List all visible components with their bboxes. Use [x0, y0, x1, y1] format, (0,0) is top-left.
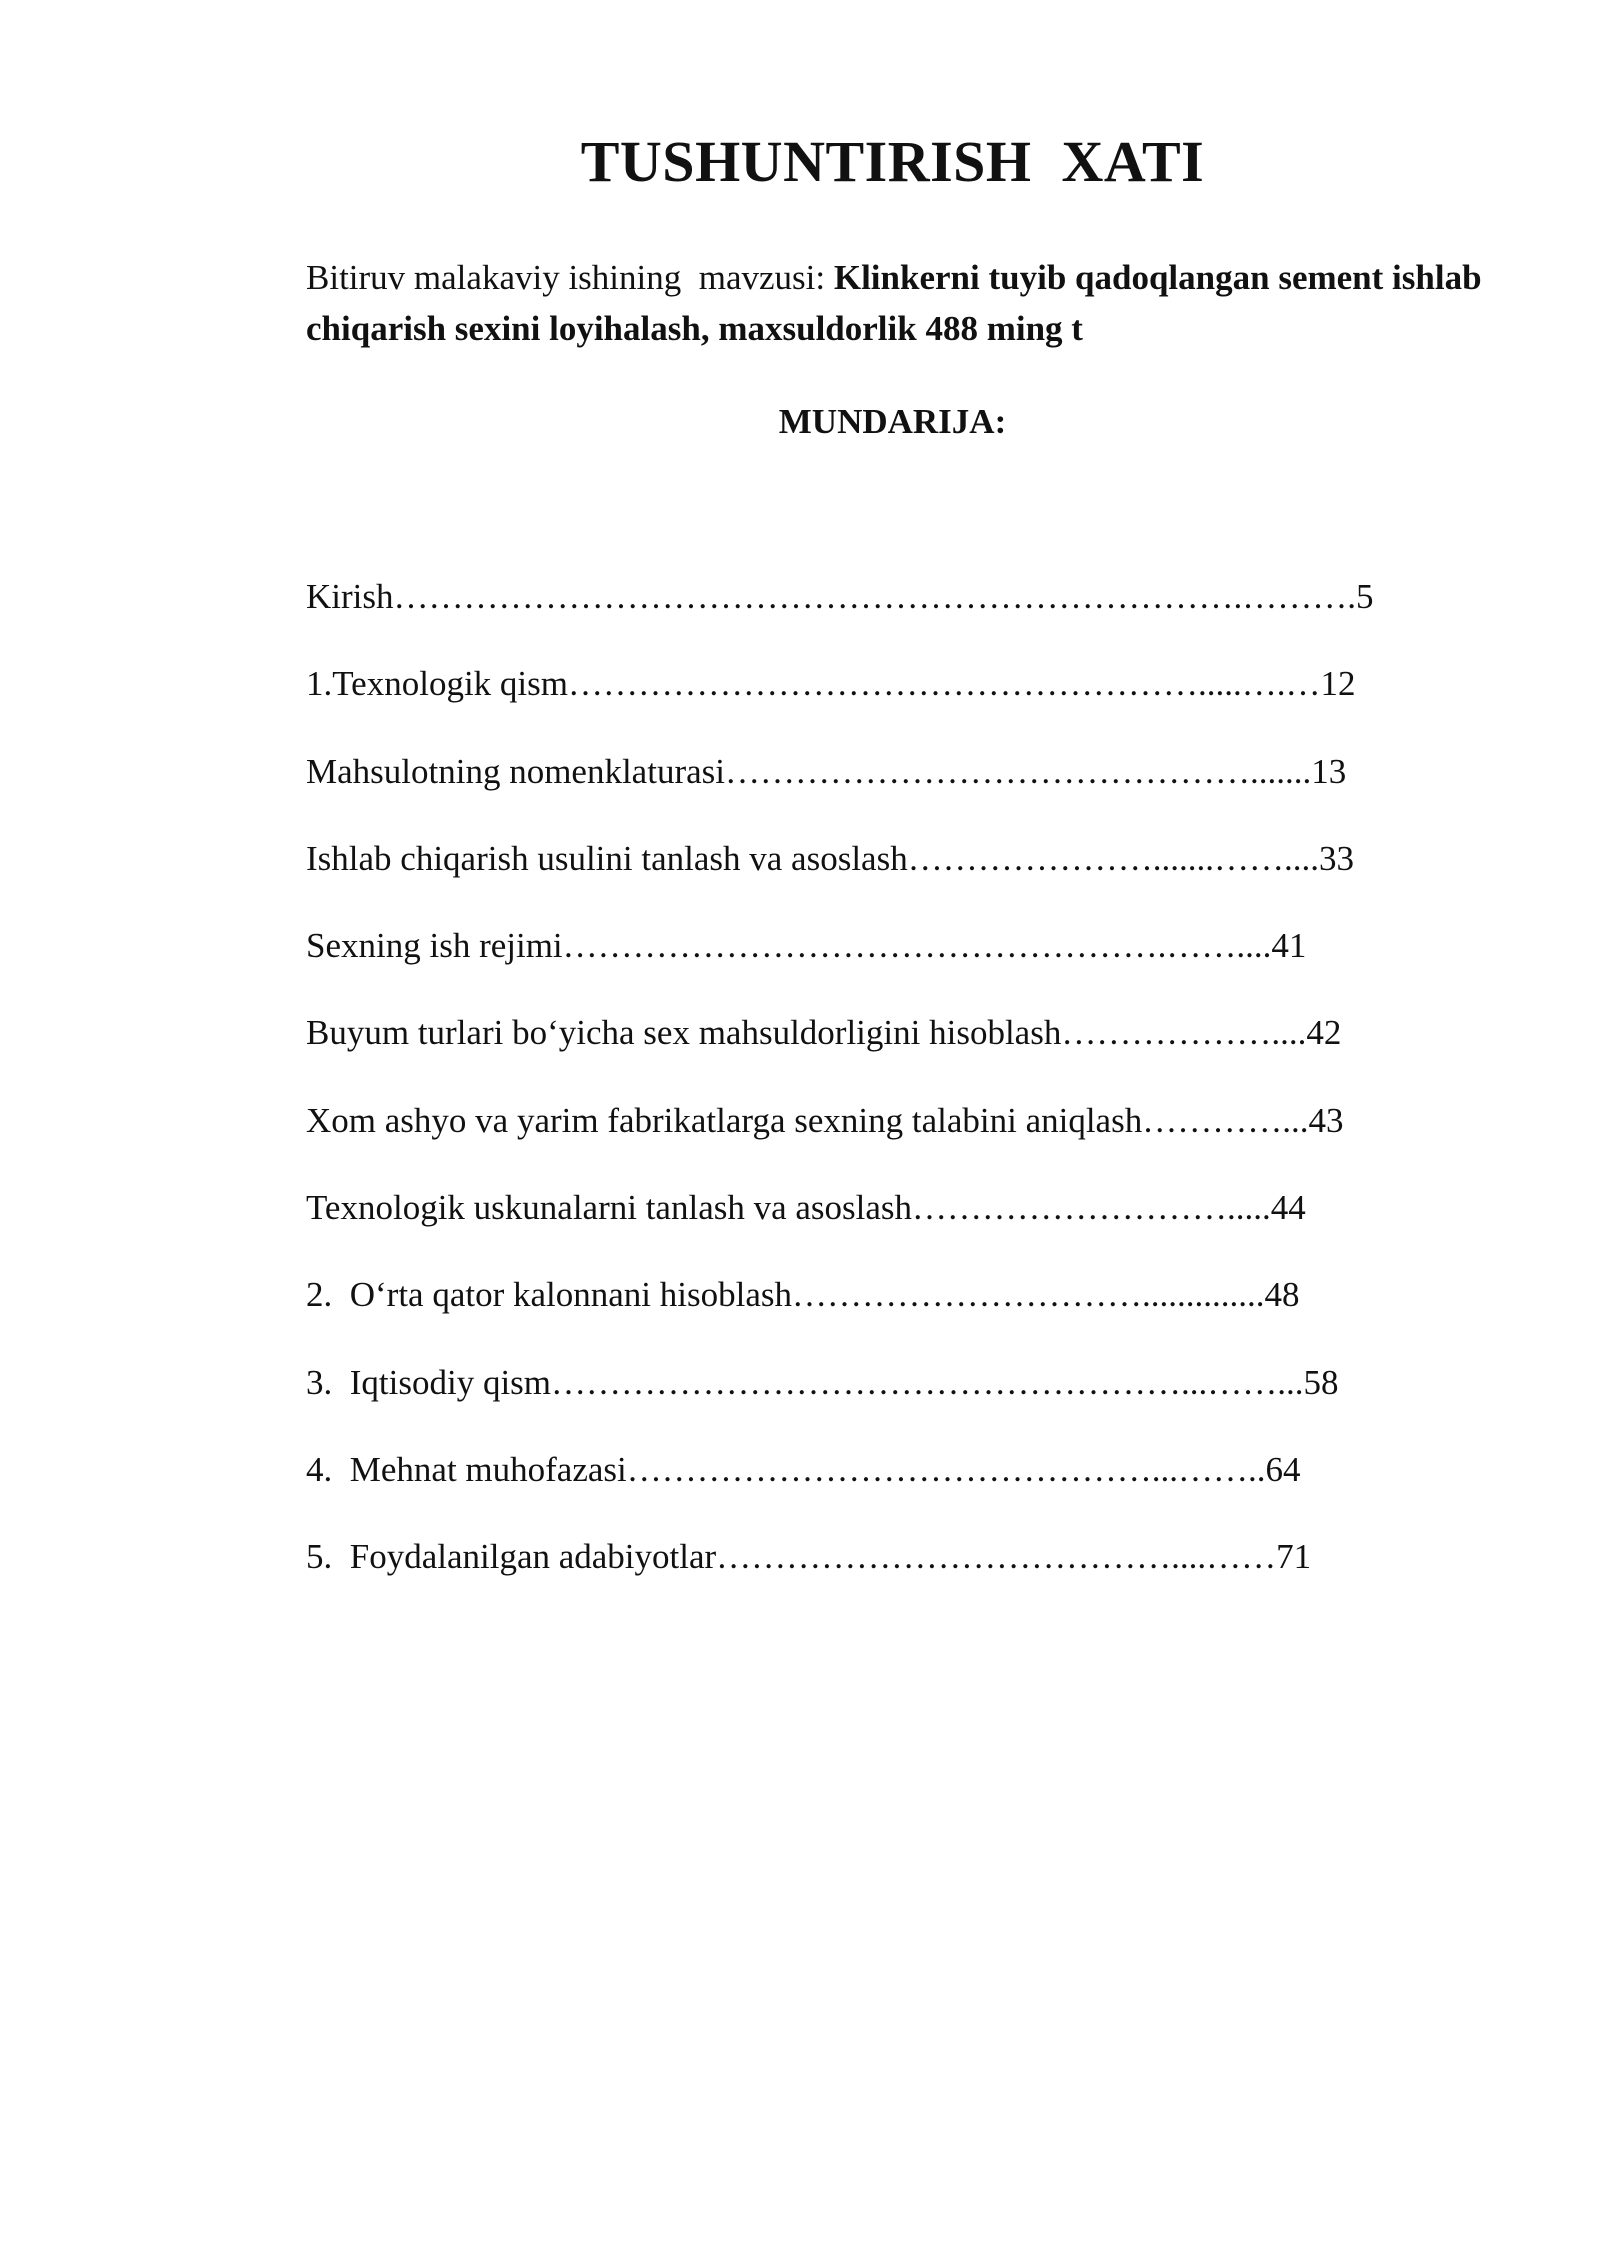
toc-entry-introduction: Kirish……………………………………………………………….……….5: [306, 577, 1374, 616]
toc-entry-technological-part: 1.Texnologik qism……………………………………………….....….…12: [306, 664, 1356, 704]
toc-entry-workshop-mode: Sexning ish rejimi…………………………………………….……....41: [306, 926, 1307, 966]
thesis-subject-label: Bitiruv malakaviy ishining mavzusi:: [306, 258, 834, 297]
toc-entry-equipment-selection: Texnologik uskunalarni tanlash va asoslash……………………….....44: [306, 1188, 1306, 1228]
toc-entry-production-method: Ishlab chiqarish usulini tanlash va asoslash………………….......……....33: [306, 838, 1354, 878]
thesis-subject: [306, 252, 1506, 354]
toc-entry-labor-protection: 4. Mehnat muhofazasi………………………………………...……..64: [306, 1449, 1301, 1489]
document-title: TUSHUNTIRISH XATI: [580, 129, 1205, 194]
toc-entry-productivity-calculation: Buyum turlari bo‘yicha sex mahsuldorligini hisoblash………………....42: [306, 1013, 1342, 1053]
toc-entry-references: 5. Foydalanilgan adabiyotlar…………………………………....……71: [306, 1537, 1312, 1577]
toc-heading: MUNDARIJA:: [778, 402, 1007, 441]
toc-entry-product-nomenclature: Mahsulotning nomenklaturasi……………………………………….......13: [306, 751, 1347, 791]
toc-entry-economic-part: 3. Iqtisodiy qism………………………………………………...……...58: [306, 1362, 1339, 1402]
toc-entry-raw-material-demand: Xom ashyo va yarim fabrikatlarga sexning talabini aniqlash…………...43: [306, 1100, 1344, 1140]
toc-entry-column-calculation: 2. O‘rta qator kalonnani hisoblash…………………………..............48: [306, 1275, 1300, 1315]
table-of-contents: [306, 569, 1486, 1617]
thesis-subject-topic: Klinkerni tuyib qadoqlangan sement ishlab chiqarish sexini loyihalash, maxsuldorlik 488 ming t: [306, 258, 1482, 348]
